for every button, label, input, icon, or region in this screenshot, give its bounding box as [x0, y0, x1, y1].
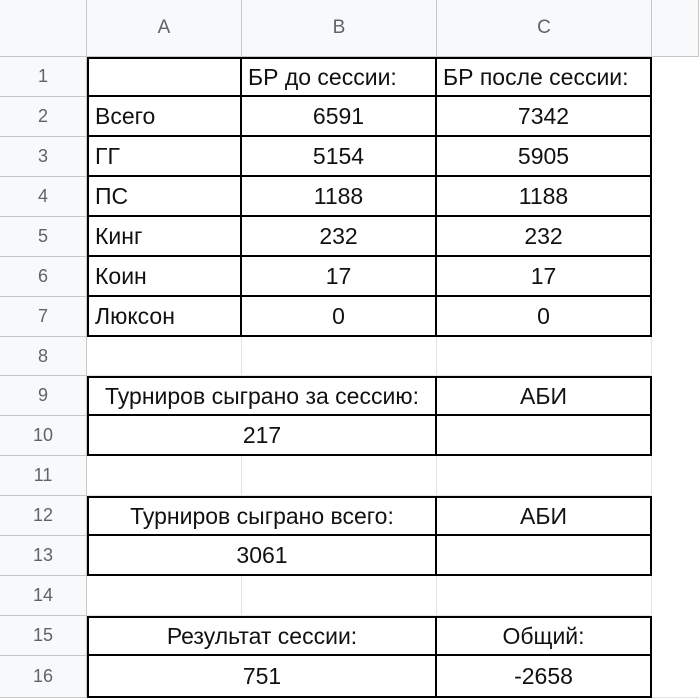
- row-header-11[interactable]: 11: [0, 456, 87, 496]
- cell-c5[interactable]: 232: [437, 217, 652, 257]
- cell-c4[interactable]: 1188: [437, 177, 652, 217]
- select-all-corner[interactable]: [0, 0, 87, 57]
- cell-c16[interactable]: -2658: [437, 656, 652, 698]
- cell-a2[interactable]: Всего: [87, 97, 242, 137]
- cell-a11[interactable]: [87, 456, 242, 496]
- column-header-c[interactable]: C: [437, 0, 652, 57]
- cell-c13[interactable]: [437, 536, 652, 576]
- cell-a12-merged[interactable]: Турниров сыграно всего:: [87, 496, 437, 536]
- row-header-4[interactable]: 4: [0, 177, 87, 217]
- row-header-8[interactable]: 8: [0, 337, 87, 376]
- row-header-5[interactable]: 5: [0, 217, 87, 257]
- cell-c6[interactable]: 17: [437, 257, 652, 297]
- cell-b4[interactable]: 1188: [242, 177, 437, 217]
- cell-b11[interactable]: [242, 456, 437, 496]
- cell-a9-merged[interactable]: Турниров сыграно за сессию:: [87, 376, 437, 416]
- cell-c7[interactable]: 0: [437, 297, 652, 337]
- row-header-1[interactable]: 1: [0, 57, 87, 97]
- cell-a14[interactable]: [87, 576, 242, 616]
- cell-a13-merged[interactable]: 3061: [87, 536, 437, 576]
- row-header-2[interactable]: 2: [0, 97, 87, 137]
- row-header-15[interactable]: 15: [0, 616, 87, 656]
- row-header-13[interactable]: 13: [0, 536, 87, 576]
- cell-c8[interactable]: [437, 337, 652, 376]
- cell-c2[interactable]: 7342: [437, 97, 652, 137]
- cell-b5[interactable]: 232: [242, 217, 437, 257]
- row-header-12[interactable]: 12: [0, 496, 87, 536]
- cell-c11[interactable]: [437, 456, 652, 496]
- cell-a7[interactable]: Люксон: [87, 297, 242, 337]
- cell-b2[interactable]: 6591: [242, 97, 437, 137]
- column-header-next[interactable]: [652, 0, 699, 57]
- column-header-a[interactable]: A: [87, 0, 242, 57]
- row-header-10[interactable]: 10: [0, 416, 87, 456]
- cell-a6[interactable]: Коин: [87, 257, 242, 297]
- cell-c9[interactable]: АБИ: [437, 376, 652, 416]
- row-header-16[interactable]: 16: [0, 656, 87, 698]
- cell-b14[interactable]: [242, 576, 437, 616]
- cell-a3[interactable]: ГГ: [87, 137, 242, 177]
- cell-b1[interactable]: БР до сессии:: [242, 57, 437, 97]
- cell-a10-merged[interactable]: 217: [87, 416, 437, 456]
- cell-b7[interactable]: 0: [242, 297, 437, 337]
- cell-a4[interactable]: ПС: [87, 177, 242, 217]
- cell-c1[interactable]: БР после сессии:: [437, 57, 652, 97]
- cell-b8[interactable]: [242, 337, 437, 376]
- cell-b3[interactable]: 5154: [242, 137, 437, 177]
- row-header-14[interactable]: 14: [0, 576, 87, 616]
- row-header-9[interactable]: 9: [0, 376, 87, 416]
- cell-a8[interactable]: [87, 337, 242, 376]
- column-header-b[interactable]: B: [242, 0, 437, 57]
- cell-c10[interactable]: [437, 416, 652, 456]
- cell-c15[interactable]: Общий:: [437, 616, 652, 656]
- row-header-7[interactable]: 7: [0, 297, 87, 337]
- row-header-3[interactable]: 3: [0, 137, 87, 177]
- cell-a15-merged[interactable]: Результат сессии:: [87, 616, 437, 656]
- cell-c14[interactable]: [437, 576, 652, 616]
- cell-c12[interactable]: АБИ: [437, 496, 652, 536]
- row-header-6[interactable]: 6: [0, 257, 87, 297]
- cell-a5[interactable]: Кинг: [87, 217, 242, 257]
- cell-d-filler[interactable]: [652, 57, 699, 698]
- cell-c3[interactable]: 5905: [437, 137, 652, 177]
- cell-a16-merged[interactable]: 751: [87, 656, 437, 698]
- cell-b6[interactable]: 17: [242, 257, 437, 297]
- cell-a1[interactable]: [87, 57, 242, 97]
